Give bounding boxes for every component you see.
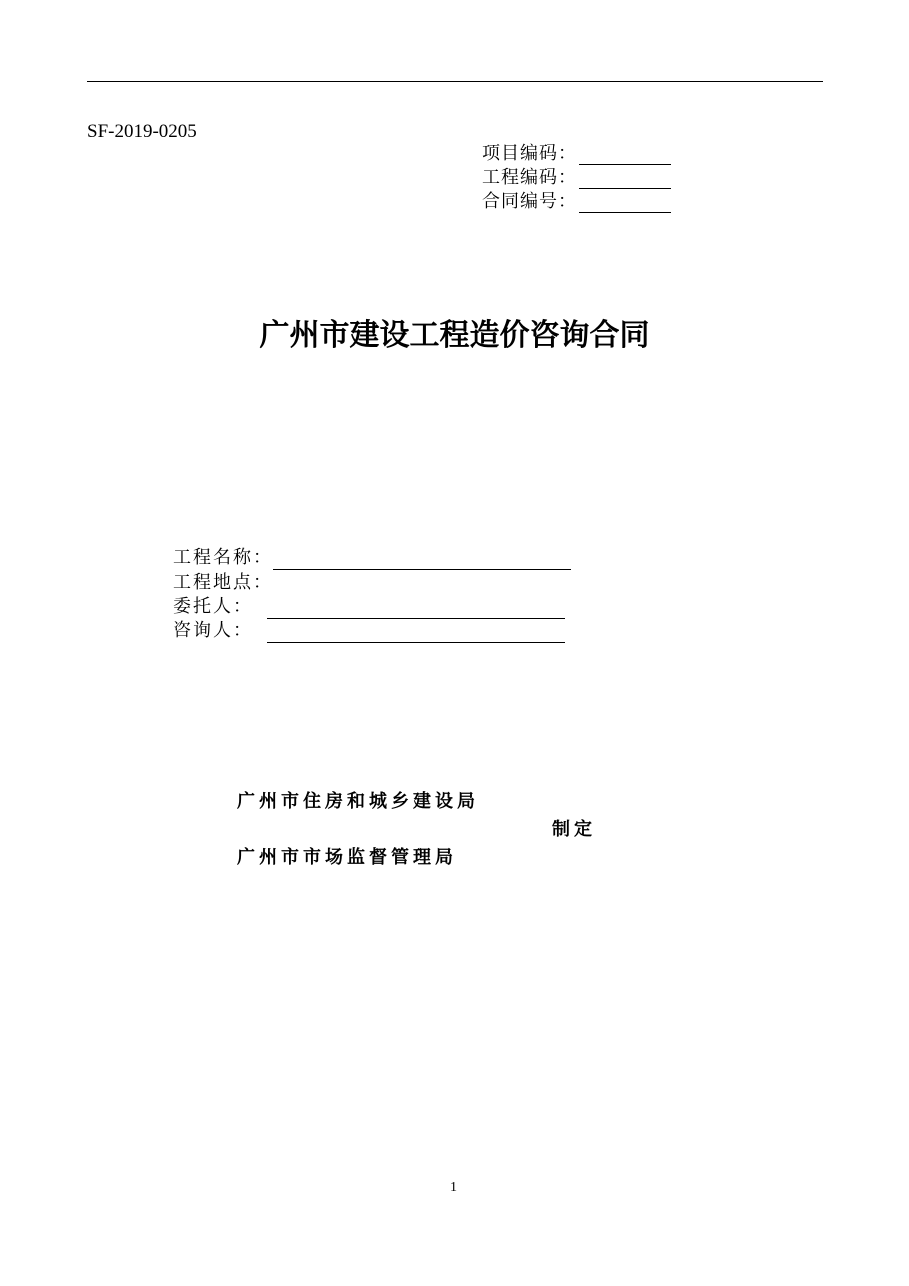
document-code: SF-2019-0205 — [87, 121, 197, 142]
page-number: 1 — [450, 1180, 457, 1195]
project-code-blank[interactable] — [579, 146, 671, 165]
project-name-label: 工程名称： — [173, 547, 273, 568]
project-name-blank[interactable] — [273, 551, 571, 570]
contract-no-label: 合同编号： — [482, 191, 577, 212]
contract-no-row — [482, 191, 671, 213]
consultant-label: 咨询人： — [173, 620, 253, 641]
engineering-code-row — [482, 167, 671, 189]
consultant-blank[interactable] — [267, 624, 565, 643]
client-blank[interactable] — [267, 600, 565, 619]
issuer-market-bureau: 广州市市场监督管理局 — [237, 847, 457, 868]
issuer-formulated: 制定 — [552, 819, 596, 840]
project-code-label: 项目编码： — [482, 143, 577, 164]
project-name-row — [173, 546, 571, 570]
issuer-housing-bureau: 广州市住房和城乡建设局 — [237, 791, 479, 812]
project-location-label: 工程地点： — [173, 572, 273, 593]
client-row — [173, 595, 565, 619]
project-location-row — [173, 571, 273, 595]
document-title: 广州市建设工程造价咨询合同 — [259, 318, 650, 353]
header-rule — [87, 81, 823, 82]
client-label: 委托人： — [173, 596, 253, 617]
contract-no-blank[interactable] — [579, 194, 671, 213]
project-code-row — [482, 143, 671, 165]
consultant-row — [173, 619, 565, 643]
engineering-code-blank[interactable] — [579, 170, 671, 189]
engineering-code-label: 工程编码： — [482, 167, 577, 188]
